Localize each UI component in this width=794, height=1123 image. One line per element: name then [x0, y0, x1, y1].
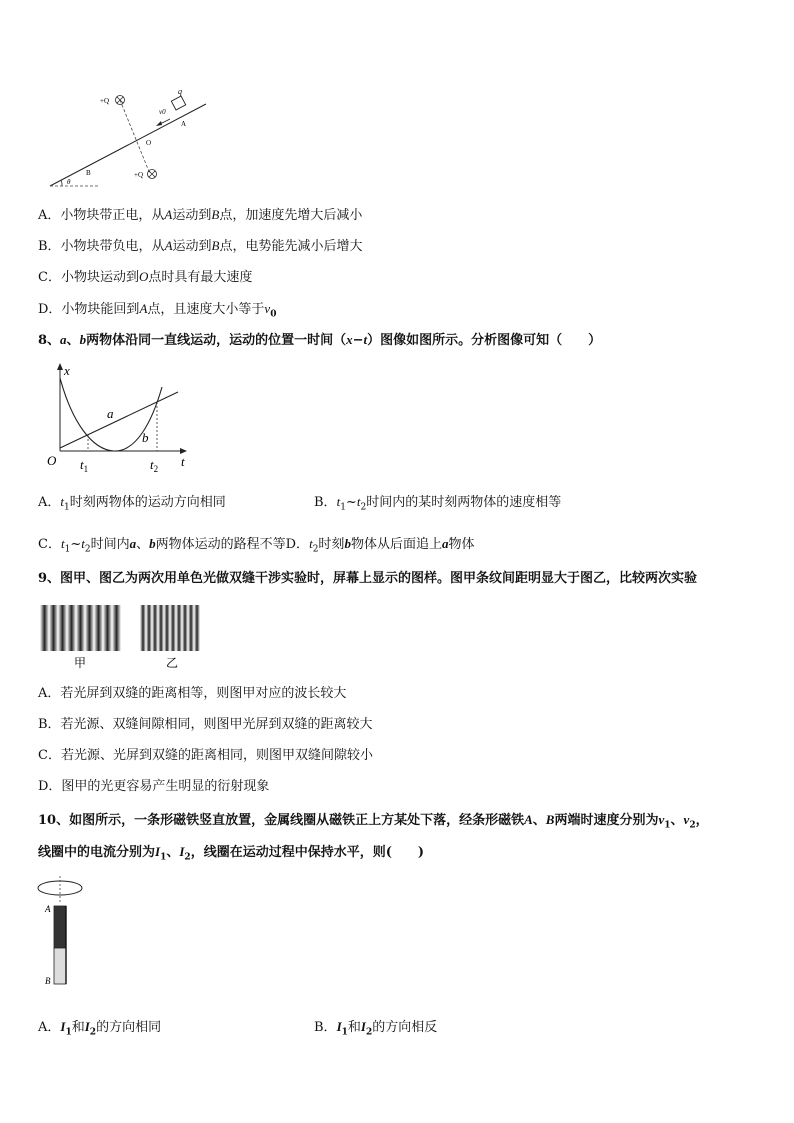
- point-b-label: B: [86, 169, 91, 177]
- magnet-end-a-label: A: [45, 904, 51, 914]
- text: ~: [345, 495, 357, 510]
- subscript: 1: [664, 820, 671, 831]
- magnet-north-half: [54, 906, 66, 948]
- text: ，线圈在运动过程中保持水平，则( ): [190, 845, 424, 860]
- plus-q-bottom-label: +Q: [134, 171, 144, 179]
- subscript: 0: [270, 309, 277, 320]
- magnet-coil-figure: [36, 876, 96, 994]
- q8-stem: [38, 331, 601, 350]
- q8-option-a: [38, 493, 226, 517]
- var: a: [60, 332, 67, 347]
- var: v: [658, 812, 665, 827]
- var: A: [164, 207, 173, 222]
- point-a-label: A: [181, 120, 187, 128]
- subscript: 1: [64, 544, 71, 555]
- q10-option-a: [38, 1018, 161, 1042]
- q8-option-c: [38, 535, 474, 559]
- var: I: [84, 1019, 90, 1034]
- subscript: 1: [160, 852, 167, 863]
- subscript: 1: [64, 502, 70, 513]
- q10-option-b: [314, 1018, 437, 1042]
- q9-option-d: D．图甲的光更容易产生明显的衍射现象: [38, 779, 270, 794]
- q7-option-c: [38, 268, 252, 287]
- var: I: [155, 844, 161, 859]
- subscript: 2: [184, 852, 191, 863]
- label-jia: 甲: [74, 656, 87, 670]
- incline-charge-figure: [48, 88, 218, 193]
- var: t: [81, 536, 85, 551]
- var: I: [60, 1019, 66, 1034]
- text: C．: [38, 537, 61, 552]
- pattern-yi: [140, 605, 200, 651]
- text: 运动到: [172, 208, 212, 223]
- text: 10、如图所示，一条形磁铁竖直放置，金属线圈从磁铁正上方某处下落，经条形磁铁: [38, 813, 525, 828]
- var: a: [129, 536, 137, 551]
- origin-label: O: [47, 453, 57, 468]
- line-a: [60, 392, 178, 448]
- y-axis-label: x: [64, 363, 70, 378]
- q7-option-a: [38, 206, 362, 225]
- q7-option-d: [38, 300, 276, 324]
- text: D．: [285, 537, 310, 552]
- q8-option-d: [285, 536, 475, 555]
- var: B: [545, 812, 555, 827]
- text: 、: [532, 813, 546, 828]
- text: B．: [314, 1020, 337, 1035]
- var: b: [344, 536, 351, 551]
- text: 点，电势能先减小后增大: [219, 239, 363, 254]
- text: 点，加速度先增大后减小: [219, 208, 363, 223]
- var: A: [139, 301, 148, 316]
- subscript: 1: [65, 1027, 72, 1038]
- text: −: [352, 333, 364, 348]
- text: 点，且速度大小等于: [147, 302, 265, 317]
- text: 线圈中的电流分别为: [38, 845, 156, 860]
- text: 物体: [448, 537, 475, 552]
- xt-graph: [44, 362, 194, 474]
- text: ~: [70, 537, 82, 552]
- text: A．: [38, 1020, 61, 1035]
- line-a-label: a: [107, 406, 114, 421]
- text: ，: [695, 813, 709, 828]
- text: 时间内的某时刻两物体的速度相等: [366, 495, 562, 510]
- angle-arc: [61, 180, 62, 186]
- text: 和: [71, 1020, 85, 1035]
- charge-q-label: q: [178, 88, 182, 96]
- var: A: [164, 238, 173, 253]
- var: t: [356, 494, 361, 509]
- var: v: [264, 301, 271, 316]
- point-o-label: O: [146, 139, 152, 147]
- text: 和: [347, 1020, 361, 1035]
- text: 、: [670, 813, 684, 828]
- q8-option-b: [314, 493, 561, 517]
- var: v: [683, 812, 690, 827]
- q9-option-b: B．若光源、双缝间隙相同，则图甲光屏到双缝的距离较大: [38, 717, 373, 732]
- var: a: [441, 536, 449, 551]
- var: I: [179, 844, 185, 859]
- text: C．小物块运动到: [38, 270, 139, 285]
- text: A．: [38, 495, 61, 510]
- var: I: [336, 1019, 342, 1034]
- magnet-south-half: [54, 948, 66, 984]
- text: ）图像如图所示。分析图像可知（ ）: [367, 333, 602, 348]
- var: B: [211, 238, 220, 253]
- subscript: 2: [360, 502, 367, 513]
- text: A．小物块带正电，从: [38, 208, 165, 223]
- plus-q-top-label: +Q: [100, 97, 110, 105]
- interference-patterns: [38, 603, 208, 671]
- small-block: [171, 96, 185, 110]
- text: D．小物块能回到: [38, 302, 140, 317]
- t2-label: $t_2$: [150, 457, 159, 474]
- var: t: [60, 536, 65, 551]
- var: t: [60, 494, 65, 509]
- text: 、: [166, 845, 180, 860]
- text: 时间内: [90, 537, 130, 552]
- subscript: 2: [84, 544, 91, 555]
- curve-b-label: b: [142, 430, 149, 445]
- subscript: 2: [89, 1027, 97, 1038]
- label-yi: 乙: [166, 656, 179, 670]
- var: t: [336, 494, 341, 509]
- var: A: [524, 812, 533, 827]
- var: I: [360, 1019, 366, 1034]
- text: 两物体运动的路程不等: [155, 537, 286, 552]
- text: 时刻两物体的运动方向相同: [69, 495, 226, 510]
- var: x: [346, 332, 353, 347]
- text: 、: [66, 333, 80, 348]
- text: 的方向相同: [96, 1020, 162, 1035]
- var: b: [79, 332, 87, 347]
- subscript: 2: [365, 1027, 373, 1038]
- subscript: 2: [312, 544, 319, 555]
- v0-arrowhead: [156, 121, 162, 126]
- text: 两物体沿同一直线运动，运动的位置一时间（: [86, 333, 347, 348]
- text: 运动到: [172, 239, 212, 254]
- theta-label: θ: [67, 178, 71, 186]
- q9-option-a: A．若光屏到双缝的距离相等，则图甲对应的波长较大: [38, 686, 347, 701]
- q7-option-b: [38, 237, 363, 256]
- charge-connecting-line: [120, 100, 150, 174]
- subscript: 1: [340, 502, 346, 513]
- x-axis-label: t: [181, 454, 185, 469]
- subscript: 2: [689, 820, 696, 831]
- text: 、: [136, 537, 150, 552]
- incline-line: [50, 104, 206, 186]
- text: B．: [314, 495, 337, 510]
- q10-stem-line2: [38, 843, 424, 867]
- text: 物体从后面追上: [350, 537, 442, 552]
- q9-option-c: C．若光源、光屏到双缝的距离相同，则图甲双缝间隙较小: [38, 748, 373, 763]
- magnet-end-b-label: B: [45, 976, 51, 986]
- text: 两端时速度分别为: [554, 813, 659, 828]
- subscript: 1: [341, 1027, 348, 1038]
- text: B．小物块带负电，从: [38, 239, 165, 254]
- var: O: [138, 269, 149, 284]
- question-number: 8、: [38, 333, 61, 348]
- text: 的方向相反: [372, 1020, 438, 1035]
- y-axis-arrow: [57, 363, 63, 370]
- t1-label: $t_1$: [80, 457, 89, 474]
- text: 点时具有最大速度: [148, 270, 253, 285]
- var: b: [149, 536, 156, 551]
- var: t: [363, 332, 368, 347]
- var: t: [309, 536, 313, 551]
- q9-stem: 9、图甲、图乙为两次用单色光做双缝干涉实验时，屏幕上显示的图样。图甲条纹间距明显大于图乙，比较两次实验: [38, 571, 698, 586]
- v0-label: v0: [159, 108, 166, 116]
- var: B: [211, 207, 220, 222]
- text: 时刻: [318, 537, 345, 552]
- q10-stem-line1: [38, 811, 709, 835]
- pattern-jia: [40, 605, 121, 651]
